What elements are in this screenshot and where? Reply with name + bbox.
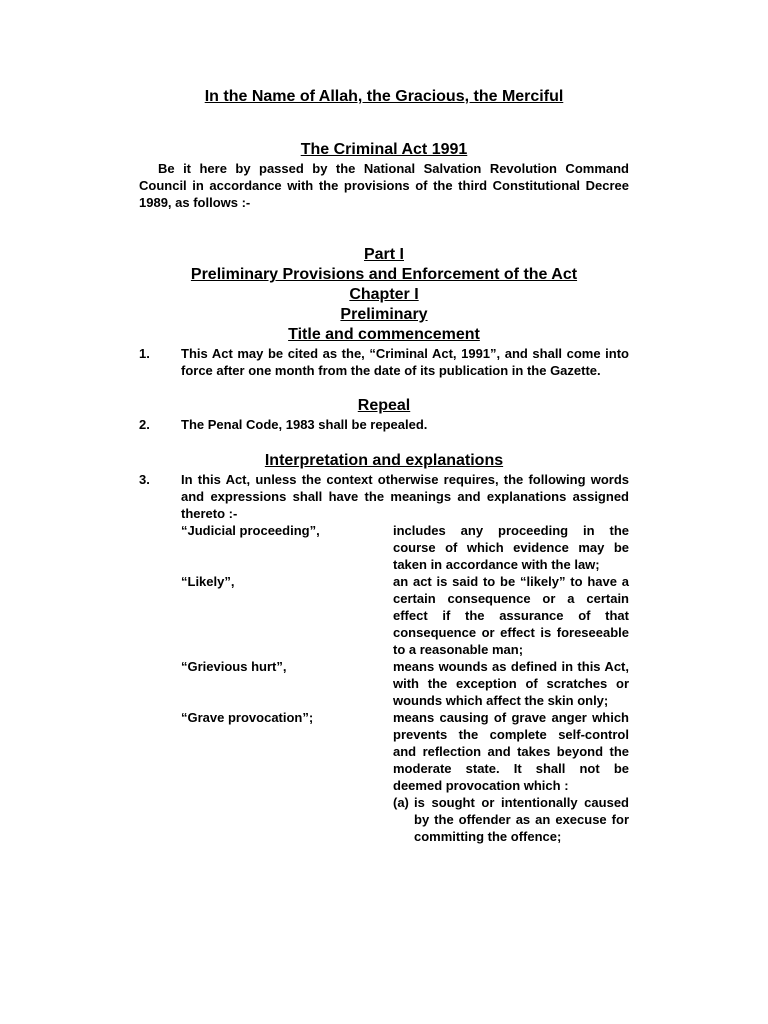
chapter-title: Preliminary [340, 306, 428, 323]
section-3-text: In this Act, unless the context otherwise requires, the following words and expressions shall have the meanings and explanations assigned thereto :- [181, 472, 629, 521]
section-1-text: This Act may be cited as the, “Criminal Act, 1991”, and shall come into force after one month from the date of its publication in the Gazette. [181, 346, 629, 378]
act-title: The Criminal Act 1991 [300, 141, 468, 158]
section-2 [139, 416, 629, 433]
definition-item [181, 522, 629, 573]
definitions-list [181, 522, 629, 845]
definition-item [181, 709, 629, 794]
section-1 [139, 345, 629, 379]
sub-item-label: (a) [393, 795, 409, 810]
section-2-heading: Repeal [357, 397, 411, 414]
part-number: Part I [363, 246, 404, 263]
definition-meaning: means wounds as defined in this Act, with the exception of scratches or wounds which affect the skin only; [393, 659, 629, 708]
basmala-heading: In the Name of Allah, the Gracious, the Merciful [204, 88, 564, 105]
definition-meaning: includes any proceeding in the course of which evidence may be taken in accordance with the law; [393, 523, 629, 572]
chapter-number: Chapter I [349, 286, 419, 303]
definition-item [181, 658, 629, 709]
section-3-number: 3. [139, 472, 150, 487]
part-title: Preliminary Provisions and Enforcement of the Act [190, 266, 578, 283]
definition-term: “Likely”, [181, 574, 235, 589]
document-page [139, 0, 629, 845]
definition-item [181, 573, 629, 658]
definition-sub-item [393, 794, 629, 845]
section-2-text: The Penal Code, 1983 shall be repealed. [181, 417, 428, 432]
section-1-heading: Title and commencement [288, 326, 480, 343]
definition-term: “Grievious hurt”, [181, 659, 287, 674]
definition-term: “Judicial proceeding”, [181, 523, 320, 538]
section-3 [139, 471, 629, 522]
section-2-number: 2. [139, 417, 150, 432]
part-heading-block [139, 245, 629, 345]
enactment-clause: Be it here by passed by the National Salvation Revolution Command Council in accordance with the provisions of the third Constitutional Decree 1989, as follows :- [139, 161, 629, 210]
definition-meaning: means causing of grave anger which prevents the complete self-control and reflection and takes beyond the moderate state. It shall not be deemed provocation which : [393, 710, 629, 793]
section-1-number: 1. [139, 346, 150, 361]
definition-meaning: an act is said to be “likely” to have a certain consequence or a certain effect if the assurance of that consequence or effect is foreseeable to a reasonable man; [393, 574, 629, 657]
definition-term: “Grave provocation”; [181, 710, 314, 725]
sub-item-text: is sought or intentionally caused by the offender as an execuse for committing the offence; [414, 795, 629, 844]
section-3-heading: Interpretation and explanations [264, 452, 504, 469]
